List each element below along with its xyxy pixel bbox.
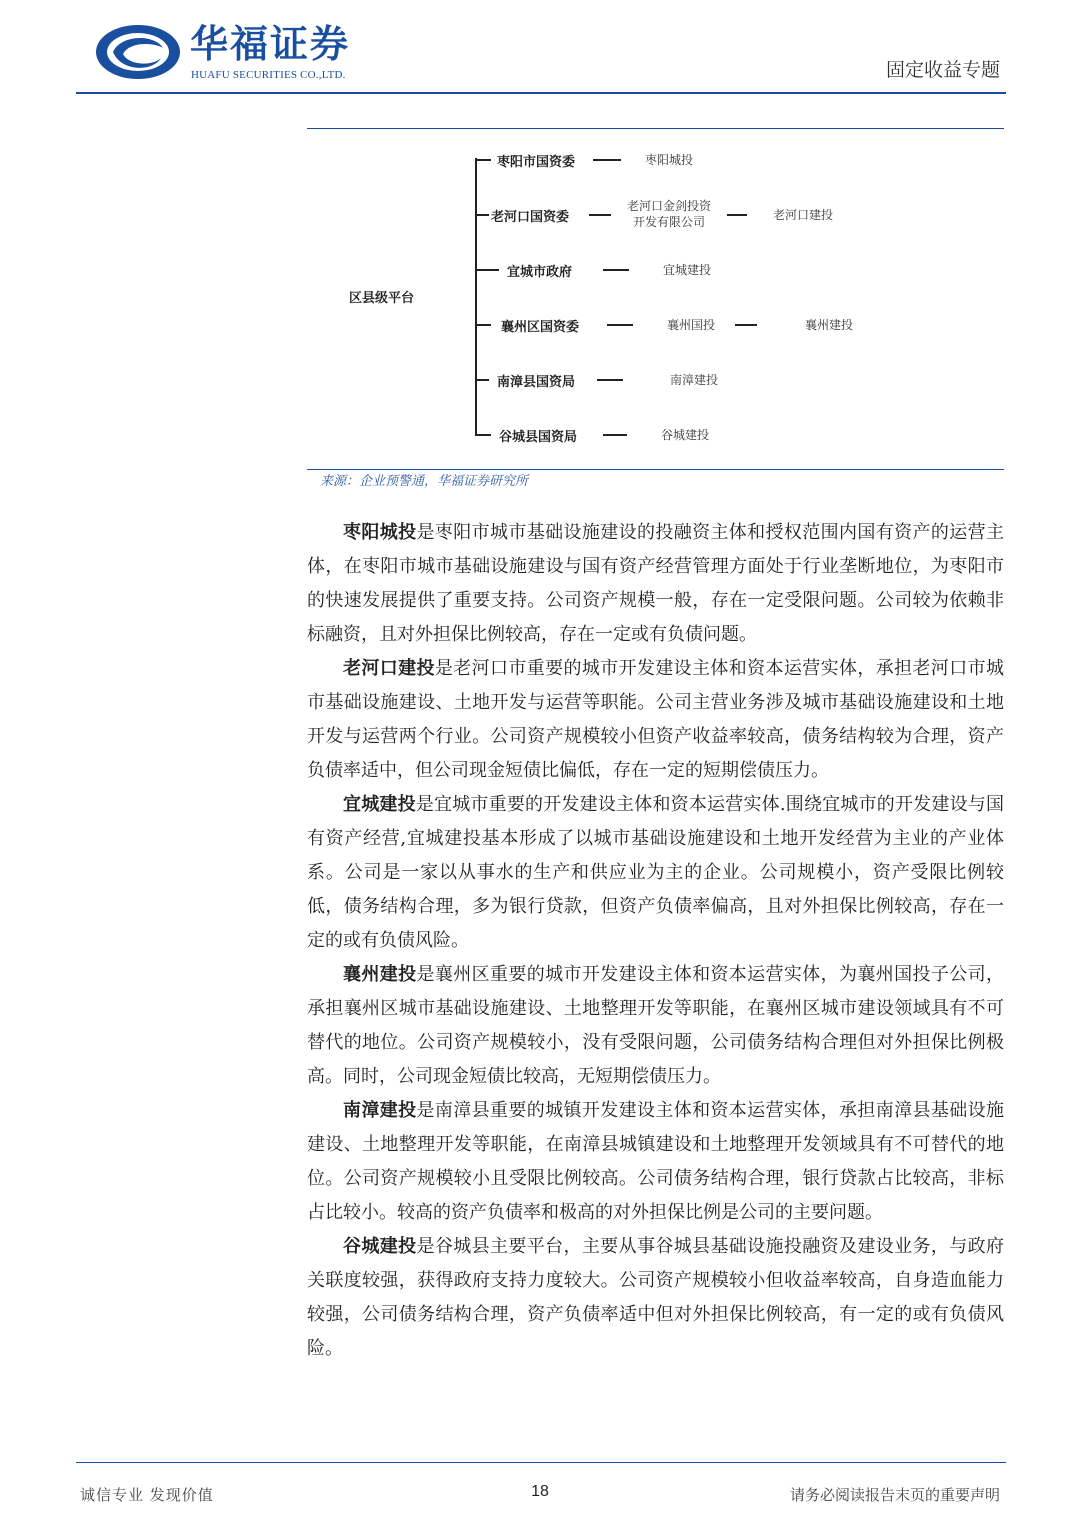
chain-connector <box>593 159 621 161</box>
branch-connector <box>475 269 499 271</box>
branch-connector <box>475 324 491 326</box>
paragraph-text: 是老河口市重要的城市开发建设主体和资本运营实体，承担老河口市城市基础设施建设、土地开发与运营等职能。公司主营业务涉及城市基础设施建设和土地开发与运营两个行业。公司资产规模较小但资产收益率较高，债务结构较为合理，资产负债率适中，但公司现金短债比偏低，存在一定的短期偿债压力。 <box>307 658 1004 781</box>
platform-label: 南漳建投 <box>670 373 719 387</box>
platform-label: 老河口建投 <box>773 208 834 222</box>
chain-connector <box>607 324 633 326</box>
footer-divider <box>76 1462 1006 1463</box>
brand-name-cn: 华福证券 <box>190 22 351 66</box>
footer-disclaimer: 请务必阅读报告末页的重要声明 <box>789 1486 1000 1504</box>
header-divider <box>76 92 1006 94</box>
branch-connector <box>475 214 489 216</box>
paragraph-lead: 老河口建投 <box>343 658 435 679</box>
platform-label: 谷城建投 <box>661 428 710 442</box>
paragraph-text: 是谷城县主要平台，主要从事谷城县基础设施投融资及建设业务，与政府关联度较强，获得政府支持力度较大。公司资产规模较小但收益率较高，自身造血能力较强，公司债务结构合理，资产负债率适中但对外担保比例较高，有一定的或有负债风险。 <box>307 1236 1005 1359</box>
chain-connector <box>603 434 627 436</box>
paragraph <box>307 958 1004 1094</box>
figure-source: 来源：企业预警通，华福证券研究所 <box>320 474 529 489</box>
owner-label: 谷城县国资局 <box>499 430 578 445</box>
owner-label: 宜城市政府 <box>507 265 573 280</box>
intermediate-line-1: 老河口金剑投资 <box>626 199 711 213</box>
platform-label: 襄州国投 <box>667 318 716 332</box>
paragraph <box>307 1094 1004 1230</box>
platform-label: 枣阳城投 <box>645 153 694 167</box>
tree-root: 区县级平台 <box>349 291 415 306</box>
branch-connector <box>475 379 489 381</box>
page-number: 18 <box>531 1483 549 1500</box>
figure-top-rule <box>307 128 1004 129</box>
owner-label: 老河口国资委 <box>491 210 570 225</box>
owner-label: 襄州区国资委 <box>501 320 580 335</box>
tree-trunk-line <box>475 158 477 436</box>
platform-label: 襄州建投 <box>805 318 854 332</box>
paragraph-text: 是南漳县重要的城镇开发建设主体和资本运营实体，承担南漳县基础设施建设、土地整理开发等职能，在南漳县城镇建设和土地整理开发领域具有不可替代的地位。公司资产规模较小且受限比例较高。公司债务结构合理，银行贷款占比较高，非标占比较小。较高的资产负债率和极高的对外担保比例是公司的主要问题。 <box>307 1100 1005 1223</box>
paragraph-lead: 谷城建投 <box>343 1236 417 1257</box>
huafu-logo-icon <box>93 22 183 82</box>
footer-slogan: 诚信专业 发现价值 <box>80 1486 214 1504</box>
owner-label: 枣阳市国资委 <box>497 155 576 170</box>
paragraph <box>307 516 1004 652</box>
paragraph-text: 是襄州区重要的城市开发建设主体和资本运营实体，为襄州国投子公司，承担襄州区城市基础设施建设、土地整理开发等职能，在襄州区城市建设领域具有不可替代的地位。公司资产规模较小，没有受限问题，公司债务结构合理但对外担保比例极高。同时，公司现金短债比较高，无短期偿债压力。 <box>307 964 1005 1087</box>
chain-connector <box>603 269 629 271</box>
paragraph <box>307 652 1004 788</box>
paragraph-lead: 南漳建投 <box>343 1100 417 1121</box>
report-type: 固定收益专题 <box>885 59 1000 81</box>
paragraph-lead: 襄州建投 <box>343 964 417 985</box>
paragraph-lead: 宜城建投 <box>343 794 416 815</box>
paragraph-lead: 枣阳城投 <box>343 522 417 543</box>
paragraph <box>307 788 1004 958</box>
ownership-tree-diagram <box>307 130 1004 468</box>
paragraph-text: 是枣阳市城市基础设施建设的投融资主体和授权范围内国有资产的运营主体，在枣阳市城市基础设施建设与国有资产经营管理方面处于行业垄断地位，为枣阳市的快速发展提供了重要支持。公司资产规模一般，存在一定受限问题。公司较为依赖非标融资，且对外担保比例较高，存在一定或有负债问题。 <box>307 522 1005 645</box>
intermediate-company-label <box>615 198 723 230</box>
platform-label: 宜城建投 <box>663 263 712 277</box>
brand-name-en: HUAFU SECURITIES CO.,LTD. <box>191 69 346 81</box>
body-text <box>307 516 1004 1366</box>
chain-connector <box>589 214 611 216</box>
paragraph <box>307 1230 1004 1366</box>
paragraph-text: 是宜城市重要的开发建设主体和资本运营实体.围绕宜城市的开发建设与国有资产经营,宜城建投基本形成了以城市基础设施建设和土地开发经营为主业的产业体系。公司是一家以从事水的生产和供应业为主的企业。公司规模小，资产受限比例较低，债务结构合理，多为银行贷款，但资产负债率偏高，且对外担保比例较高，存在一定的或有负债风险。 <box>307 794 1005 951</box>
chain-connector <box>735 324 757 326</box>
branch-connector <box>475 159 491 161</box>
intermediate-line-2: 开发有限公司 <box>632 215 705 229</box>
branch-connector <box>475 434 491 436</box>
chain-connector <box>597 379 623 381</box>
owner-label: 南漳县国资局 <box>497 375 576 390</box>
chain-connector <box>727 214 747 216</box>
